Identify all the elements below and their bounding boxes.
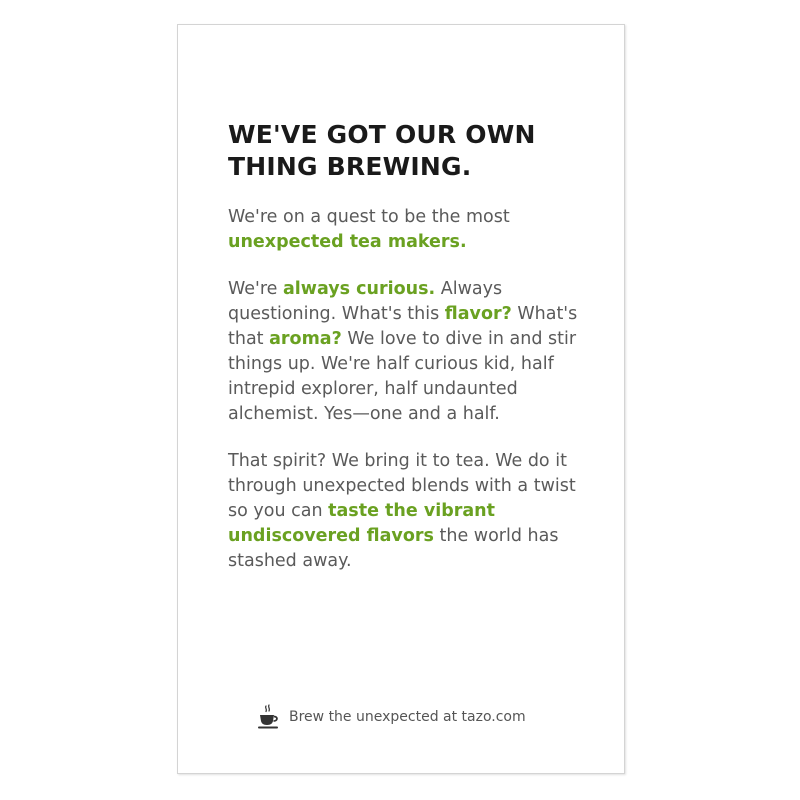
text-span: the world has stashed away. <box>228 526 559 571</box>
teacup-icon <box>257 704 281 730</box>
paragraph-curious <box>228 277 598 427</box>
text-span: Always questioning. What's this <box>228 279 503 324</box>
highlight-text: always curious. <box>283 279 436 299</box>
paragraph-quest <box>228 205 598 255</box>
text-span: That spirit? We bring it to tea. We do it through unexpected blends with a twist so you can <box>228 451 576 521</box>
highlight-text: aroma? <box>269 329 342 349</box>
highlight-text: unexpected tea makers. <box>228 232 467 252</box>
panel-content <box>228 119 598 574</box>
text-span: We love to dive in and stir things up. We're half curious kid, half intrepid explorer, half undaunted alchemist. Yes—one and a half. <box>228 329 577 424</box>
heading-line-2: THING BREWING. <box>228 152 472 181</box>
paragraph-spirit <box>228 449 598 574</box>
text-span: What's that <box>228 304 578 349</box>
heading-line-1: WE'VE GOT OUR OWN <box>228 120 536 149</box>
panel-heading <box>228 119 598 183</box>
highlight-text: taste the vibrant undiscovered flavors <box>228 501 496 546</box>
highlight-text: flavor? <box>444 304 512 324</box>
text-span: We're <box>228 279 283 299</box>
footer-tagline <box>257 702 526 732</box>
text-span: We're on a quest to be the most <box>228 207 510 227</box>
tea-box-panel <box>177 24 625 774</box>
footer-text: Brew the unexpected at tazo.com <box>289 709 526 725</box>
